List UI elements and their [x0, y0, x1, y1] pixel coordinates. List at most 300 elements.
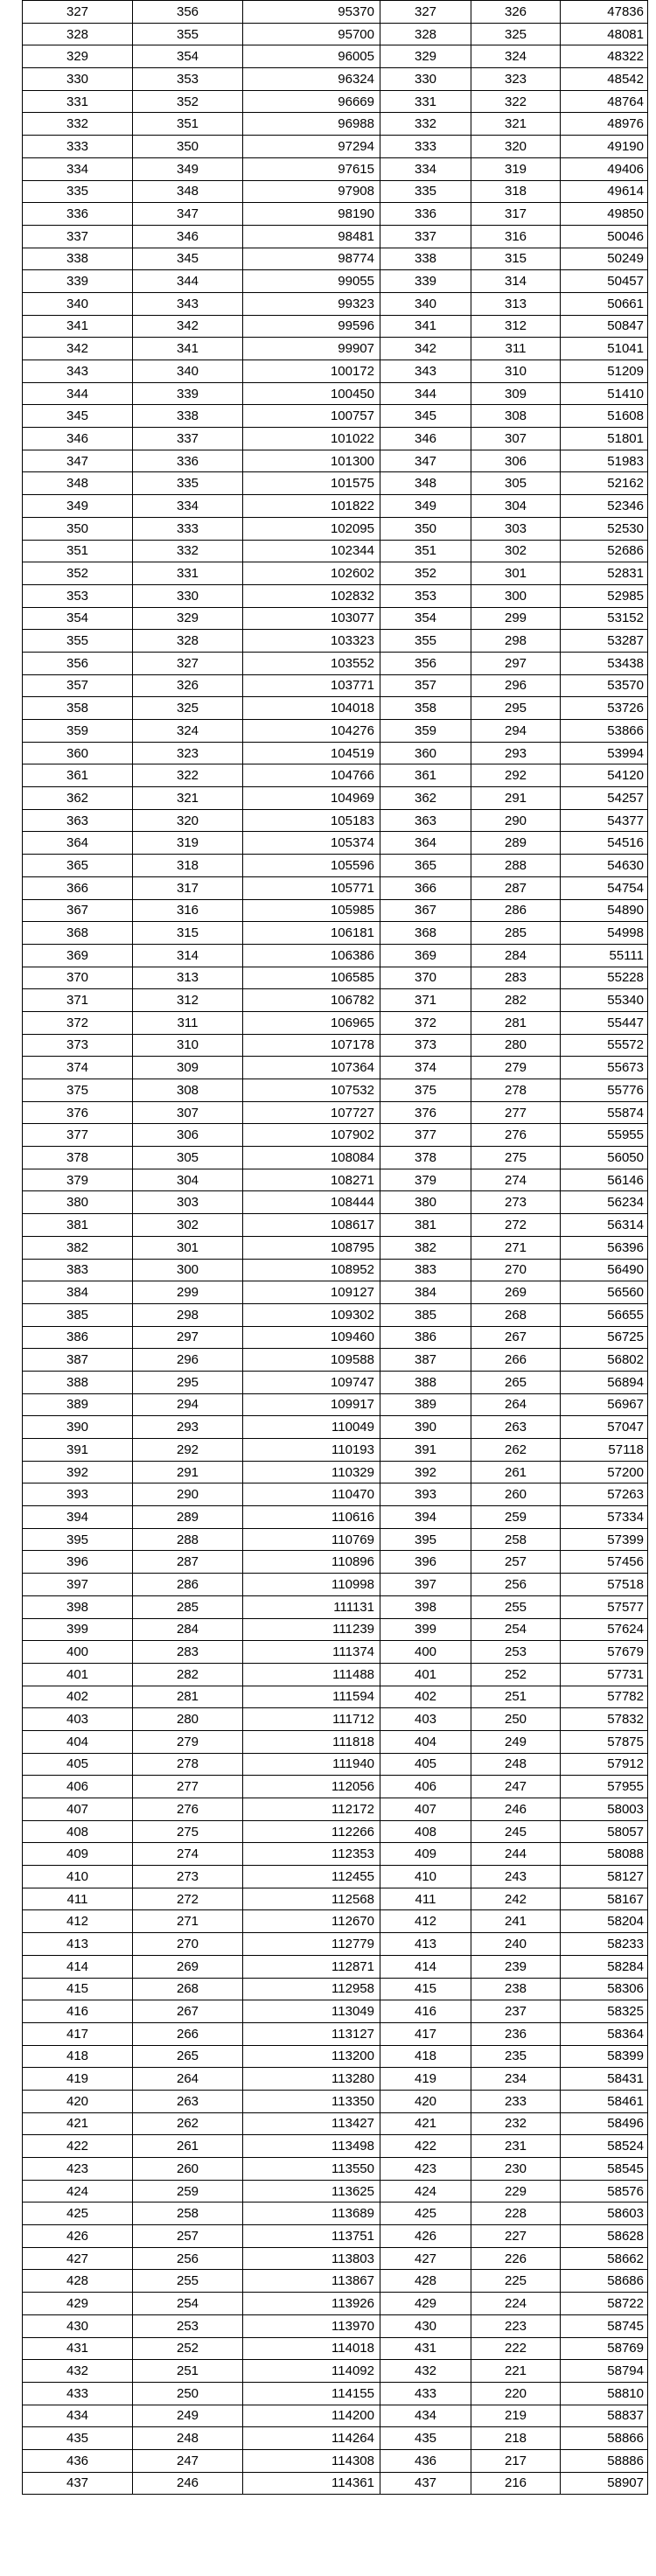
cell-col-b-score: 336: [380, 203, 471, 226]
table-row: [23, 225, 648, 248]
table-row: [23, 2112, 648, 2135]
cell-col-a-rank: 291: [133, 1461, 243, 1483]
cell-col-a-cumulative: 114155: [243, 2382, 380, 2405]
cell-col-a-score: 433: [23, 2382, 133, 2405]
cell-col-a-cumulative: 96669: [243, 90, 380, 113]
cell-col-b-rank: 255: [471, 1595, 561, 1618]
table-row: [23, 1776, 648, 1798]
cell-col-a-score: 360: [23, 742, 133, 764]
table-row: [23, 1079, 648, 1102]
cell-col-a-rank: 333: [133, 517, 243, 540]
table-row: [23, 2427, 648, 2450]
cell-col-a-score: 362: [23, 787, 133, 810]
cell-col-a-score: 435: [23, 2427, 133, 2450]
cell-col-b-rank: 293: [471, 742, 561, 764]
cell-col-b-cumulative: 54516: [561, 832, 648, 855]
cell-col-a-rank: 339: [133, 382, 243, 405]
cell-col-a-score: 417: [23, 2022, 133, 2045]
cell-col-a-cumulative: 112353: [243, 1843, 380, 1866]
cell-col-a-score: 367: [23, 899, 133, 922]
cell-col-a-cumulative: 103771: [243, 674, 380, 697]
table-row: [23, 338, 648, 360]
cell-col-b-rank: 261: [471, 1461, 561, 1483]
cell-col-b-cumulative: 58662: [561, 2247, 648, 2270]
table-row: [23, 136, 648, 158]
cell-col-a-rank: 265: [133, 2045, 243, 2068]
cell-col-a-cumulative: 113550: [243, 2158, 380, 2181]
cell-col-a-cumulative: 101822: [243, 495, 380, 518]
table-row: [23, 652, 648, 674]
cell-col-b-score: 413: [380, 1933, 471, 1956]
cell-col-a-rank: 251: [133, 2360, 243, 2383]
cell-col-b-rank: 250: [471, 1708, 561, 1731]
cell-col-a-score: 337: [23, 225, 133, 248]
cell-col-b-cumulative: 49190: [561, 136, 648, 158]
cell-col-a-rank: 270: [133, 1933, 243, 1956]
cell-col-b-cumulative: 55874: [561, 1101, 648, 1124]
cell-col-a-score: 329: [23, 45, 133, 68]
cell-col-b-cumulative: 58364: [561, 2022, 648, 2045]
cell-col-b-cumulative: 58686: [561, 2270, 648, 2293]
cell-col-b-rank: 278: [471, 1079, 561, 1102]
cell-col-b-rank: 260: [471, 1483, 561, 1506]
cell-col-b-rank: 300: [471, 584, 561, 607]
cell-col-a-cumulative: 110616: [243, 1506, 380, 1529]
cell-col-b-rank: 276: [471, 1124, 561, 1147]
table-row: [23, 1506, 648, 1529]
table-row: [23, 1303, 648, 1326]
cell-col-b-score: 430: [380, 2314, 471, 2337]
cell-col-b-cumulative: 53152: [561, 607, 648, 630]
table-row: [23, 1281, 648, 1304]
cell-col-b-score: 415: [380, 1978, 471, 2000]
cell-col-b-rank: 309: [471, 382, 561, 405]
cell-col-b-score: 374: [380, 1057, 471, 1079]
table-row: [23, 2360, 648, 2383]
table-row: [23, 1191, 648, 1214]
cell-col-a-score: 372: [23, 1011, 133, 1034]
cell-col-b-cumulative: 55673: [561, 1057, 648, 1079]
cell-col-a-score: 333: [23, 136, 133, 158]
cell-col-a-rank: 341: [133, 338, 243, 360]
cell-col-a-cumulative: 114092: [243, 2360, 380, 2383]
cell-col-a-score: 425: [23, 2203, 133, 2225]
cell-col-a-rank: 305: [133, 1147, 243, 1169]
cell-col-b-cumulative: 52530: [561, 517, 648, 540]
cell-col-a-cumulative: 108084: [243, 1147, 380, 1169]
cell-col-a-score: 414: [23, 1955, 133, 1978]
cell-col-a-cumulative: 114361: [243, 2472, 380, 2495]
cell-col-a-score: 405: [23, 1753, 133, 1776]
cell-col-b-cumulative: 49850: [561, 203, 648, 226]
table-row: [23, 1820, 648, 1843]
cell-col-a-rank: 253: [133, 2314, 243, 2337]
cell-col-b-rank: 269: [471, 1281, 561, 1304]
table-body: [23, 1, 648, 2495]
cell-col-a-rank: 337: [133, 428, 243, 450]
cell-col-a-cumulative: 98774: [243, 248, 380, 270]
cell-col-b-cumulative: 56146: [561, 1169, 648, 1191]
cell-col-b-rank: 325: [471, 23, 561, 45]
table-row: [23, 292, 648, 315]
cell-col-b-rank: 267: [471, 1326, 561, 1349]
cell-col-b-cumulative: 56314: [561, 1214, 648, 1237]
cell-col-a-score: 411: [23, 1888, 133, 1910]
cell-col-b-cumulative: 54377: [561, 809, 648, 832]
cell-col-a-cumulative: 113970: [243, 2314, 380, 2337]
cell-col-b-rank: 307: [471, 428, 561, 450]
cell-col-a-cumulative: 111374: [243, 1641, 380, 1664]
cell-col-a-rank: 260: [133, 2158, 243, 2181]
cell-col-b-cumulative: 55228: [561, 967, 648, 989]
cell-col-b-rank: 243: [471, 1866, 561, 1888]
cell-col-a-rank: 300: [133, 1259, 243, 1281]
cell-col-b-cumulative: 48976: [561, 113, 648, 136]
table-row: [23, 1595, 648, 1618]
table-row: [23, 1708, 648, 1731]
cell-col-b-score: 403: [380, 1708, 471, 1731]
cell-col-b-rank: 317: [471, 203, 561, 226]
cell-col-a-score: 353: [23, 584, 133, 607]
table-row: [23, 2293, 648, 2315]
cell-col-b-rank: 238: [471, 1978, 561, 2000]
table-row: [23, 832, 648, 855]
table-row: [23, 2158, 648, 2181]
cell-col-b-score: 397: [380, 1574, 471, 1596]
cell-col-a-cumulative: 109302: [243, 1303, 380, 1326]
cell-col-b-cumulative: 58907: [561, 2472, 648, 2495]
cell-col-b-rank: 232: [471, 2112, 561, 2135]
cell-col-a-rank: 257: [133, 2225, 243, 2248]
cell-col-b-rank: 246: [471, 1798, 561, 1821]
cell-col-b-score: 376: [380, 1101, 471, 1124]
cell-col-a-score: 421: [23, 2112, 133, 2135]
cell-col-b-score: 431: [380, 2337, 471, 2360]
cell-col-b-rank: 217: [471, 2449, 561, 2472]
cell-col-b-rank: 273: [471, 1191, 561, 1214]
cell-col-a-rank: 352: [133, 90, 243, 113]
cell-col-b-score: 392: [380, 1461, 471, 1483]
table-row: [23, 2000, 648, 2023]
cell-col-a-score: 418: [23, 2045, 133, 2068]
cell-col-a-score: 419: [23, 2068, 133, 2091]
table-row: [23, 1439, 648, 1462]
cell-col-b-cumulative: 57955: [561, 1776, 648, 1798]
cell-col-a-cumulative: 96988: [243, 113, 380, 136]
cell-col-b-rank: 229: [471, 2180, 561, 2203]
table-row: [23, 1371, 648, 1393]
cell-col-a-cumulative: 96324: [243, 68, 380, 91]
cell-col-b-cumulative: 57456: [561, 1551, 648, 1574]
cell-col-b-rank: 265: [471, 1371, 561, 1393]
cell-col-a-rank: 292: [133, 1439, 243, 1462]
cell-col-b-score: 383: [380, 1259, 471, 1281]
table-row: [23, 1034, 648, 1057]
cell-col-b-score: 331: [380, 90, 471, 113]
cell-col-b-rank: 290: [471, 809, 561, 832]
cell-col-b-score: 372: [380, 1011, 471, 1034]
cell-col-b-score: 333: [380, 136, 471, 158]
cell-col-a-rank: 344: [133, 270, 243, 293]
cell-col-a-cumulative: 114018: [243, 2337, 380, 2360]
cell-col-a-rank: 252: [133, 2337, 243, 2360]
table-row: [23, 517, 648, 540]
cell-col-b-rank: 245: [471, 1820, 561, 1843]
cell-col-a-score: 384: [23, 1281, 133, 1304]
cell-col-b-cumulative: 53570: [561, 674, 648, 697]
cell-col-b-cumulative: 58204: [561, 1910, 648, 1933]
cell-col-b-cumulative: 56396: [561, 1236, 648, 1259]
cell-col-a-cumulative: 110769: [243, 1528, 380, 1551]
cell-col-a-rank: 271: [133, 1910, 243, 1933]
table-row: [23, 742, 648, 764]
cell-col-b-rank: 281: [471, 1011, 561, 1034]
table-row: [23, 697, 648, 720]
table-row: [23, 1214, 648, 1237]
cell-col-a-score: 373: [23, 1034, 133, 1057]
table-row: [23, 2405, 648, 2427]
cell-col-a-rank: 266: [133, 2022, 243, 2045]
cell-col-b-rank: 288: [471, 855, 561, 877]
table-row: [23, 2314, 648, 2337]
cell-col-b-rank: 275: [471, 1147, 561, 1169]
cell-col-b-cumulative: 57875: [561, 1730, 648, 1753]
table-row: [23, 674, 648, 697]
cell-col-b-rank: 297: [471, 652, 561, 674]
cell-col-a-cumulative: 104969: [243, 787, 380, 810]
cell-col-a-rank: 321: [133, 787, 243, 810]
cell-col-b-rank: 298: [471, 630, 561, 653]
cell-col-b-cumulative: 57912: [561, 1753, 648, 1776]
cell-col-a-cumulative: 113803: [243, 2247, 380, 2270]
cell-col-b-cumulative: 50847: [561, 315, 648, 338]
cell-col-b-rank: 228: [471, 2203, 561, 2225]
cell-col-a-rank: 346: [133, 225, 243, 248]
cell-col-a-score: 348: [23, 472, 133, 495]
table-row: [23, 45, 648, 68]
cell-col-a-rank: 328: [133, 630, 243, 653]
table-row: [23, 1326, 648, 1349]
cell-col-a-score: 428: [23, 2270, 133, 2293]
table-row: [23, 989, 648, 1012]
cell-col-a-cumulative: 114200: [243, 2405, 380, 2427]
cell-col-b-score: 407: [380, 1798, 471, 1821]
cell-col-a-cumulative: 100172: [243, 360, 380, 383]
cell-col-b-score: 378: [380, 1147, 471, 1169]
cell-col-b-rank: 262: [471, 1439, 561, 1462]
table-row: [23, 1124, 648, 1147]
table-row: [23, 1101, 648, 1124]
cell-col-a-score: 352: [23, 562, 133, 585]
cell-col-a-score: 375: [23, 1079, 133, 1102]
cell-col-a-rank: 294: [133, 1393, 243, 1416]
cell-col-a-rank: 256: [133, 2247, 243, 2270]
cell-col-a-cumulative: 107902: [243, 1124, 380, 1147]
cell-col-a-cumulative: 112172: [243, 1798, 380, 1821]
cell-col-b-rank: 259: [471, 1506, 561, 1529]
cell-col-a-rank: 287: [133, 1551, 243, 1574]
cell-col-a-score: 402: [23, 1686, 133, 1708]
cell-col-b-rank: 218: [471, 2427, 561, 2450]
cell-col-b-cumulative: 56490: [561, 1259, 648, 1281]
cell-col-a-score: 426: [23, 2225, 133, 2248]
cell-col-b-cumulative: 58545: [561, 2158, 648, 2181]
cell-col-a-cumulative: 111940: [243, 1753, 380, 1776]
cell-col-b-score: 360: [380, 742, 471, 764]
cell-col-b-score: 390: [380, 1416, 471, 1439]
cell-col-a-cumulative: 112568: [243, 1888, 380, 1910]
cell-col-a-cumulative: 108271: [243, 1169, 380, 1191]
cell-col-a-cumulative: 105985: [243, 899, 380, 922]
cell-col-a-score: 397: [23, 1574, 133, 1596]
cell-col-b-cumulative: 52162: [561, 472, 648, 495]
cell-col-b-rank: 235: [471, 2045, 561, 2068]
cell-col-a-cumulative: 104519: [243, 742, 380, 764]
cell-col-a-cumulative: 111131: [243, 1595, 380, 1618]
cell-col-a-cumulative: 113200: [243, 2045, 380, 2068]
cell-col-b-cumulative: 57624: [561, 1618, 648, 1641]
cell-col-b-rank: 271: [471, 1236, 561, 1259]
table-row: [23, 23, 648, 45]
cell-col-a-cumulative: 106585: [243, 967, 380, 989]
cell-col-a-score: 408: [23, 1820, 133, 1843]
cell-col-b-rank: 292: [471, 764, 561, 787]
cell-col-a-cumulative: 97615: [243, 157, 380, 180]
cell-col-b-rank: 314: [471, 270, 561, 293]
cell-col-b-rank: 226: [471, 2247, 561, 2270]
cell-col-b-rank: 323: [471, 68, 561, 91]
cell-col-a-score: 409: [23, 1843, 133, 1866]
cell-col-a-cumulative: 95370: [243, 1, 380, 24]
cell-col-a-score: 335: [23, 180, 133, 203]
table-row: [23, 2337, 648, 2360]
cell-col-b-score: 335: [380, 180, 471, 203]
cell-col-a-score: 359: [23, 720, 133, 743]
cell-col-b-cumulative: 58769: [561, 2337, 648, 2360]
cell-col-a-score: 413: [23, 1933, 133, 1956]
cell-col-b-rank: 308: [471, 405, 561, 428]
cell-col-b-rank: 318: [471, 180, 561, 203]
cell-col-b-rank: 231: [471, 2135, 561, 2158]
cell-col-a-rank: 326: [133, 674, 243, 697]
cell-col-b-cumulative: 57679: [561, 1641, 648, 1664]
cell-col-b-score: 347: [380, 450, 471, 472]
cell-col-b-score: 357: [380, 674, 471, 697]
cell-col-a-rank: 301: [133, 1236, 243, 1259]
table-row: [23, 1866, 648, 1888]
cell-col-b-score: 388: [380, 1371, 471, 1393]
cell-col-b-score: 338: [380, 248, 471, 270]
cell-col-b-score: 379: [380, 1169, 471, 1191]
cell-col-a-rank: 306: [133, 1124, 243, 1147]
cell-col-b-rank: 225: [471, 2270, 561, 2293]
cell-col-b-score: 436: [380, 2449, 471, 2472]
table-row: [23, 495, 648, 518]
cell-col-a-rank: 276: [133, 1798, 243, 1821]
table-row: [23, 1641, 648, 1664]
cell-col-b-rank: 268: [471, 1303, 561, 1326]
table-row: [23, 2090, 648, 2112]
table-row: [23, 1933, 648, 1956]
cell-col-b-cumulative: 53287: [561, 630, 648, 653]
table-row: [23, 630, 648, 653]
cell-col-a-score: 365: [23, 855, 133, 877]
cell-col-b-rank: 277: [471, 1101, 561, 1124]
cell-col-b-cumulative: 48081: [561, 23, 648, 45]
cell-col-b-rank: 251: [471, 1686, 561, 1708]
cell-col-b-cumulative: 56234: [561, 1191, 648, 1214]
cell-col-b-rank: 263: [471, 1416, 561, 1439]
cell-col-b-cumulative: 58325: [561, 2000, 648, 2023]
cell-col-a-rank: 327: [133, 652, 243, 674]
cell-col-b-score: 405: [380, 1753, 471, 1776]
cell-col-a-cumulative: 108444: [243, 1191, 380, 1214]
cell-col-a-score: 385: [23, 1303, 133, 1326]
cell-col-a-rank: 330: [133, 584, 243, 607]
cell-col-b-rank: 266: [471, 1349, 561, 1372]
cell-col-b-cumulative: 58431: [561, 2068, 648, 2091]
cell-col-b-cumulative: 54998: [561, 922, 648, 945]
cell-col-b-score: 382: [380, 1236, 471, 1259]
cell-col-a-rank: 355: [133, 23, 243, 45]
cell-col-a-cumulative: 113280: [243, 2068, 380, 2091]
cell-col-b-rank: 221: [471, 2360, 561, 2383]
cell-col-b-cumulative: 54754: [561, 876, 648, 899]
cell-col-b-score: 345: [380, 405, 471, 428]
cell-col-b-score: 401: [380, 1663, 471, 1686]
cell-col-b-rank: 304: [471, 495, 561, 518]
cell-col-b-cumulative: 57832: [561, 1708, 648, 1731]
cell-col-a-score: 376: [23, 1101, 133, 1124]
cell-col-b-score: 404: [380, 1730, 471, 1753]
cell-col-b-cumulative: 58057: [561, 1820, 648, 1843]
cell-col-b-score: 421: [380, 2112, 471, 2135]
cell-col-b-score: 363: [380, 809, 471, 832]
cell-col-b-score: 368: [380, 922, 471, 945]
cell-col-a-score: 361: [23, 764, 133, 787]
cell-col-b-rank: 279: [471, 1057, 561, 1079]
cell-col-a-rank: 269: [133, 1955, 243, 1978]
cell-col-a-rank: 293: [133, 1416, 243, 1439]
cell-col-a-score: 340: [23, 292, 133, 315]
table-row: [23, 1753, 648, 1776]
cell-col-a-rank: 298: [133, 1303, 243, 1326]
cell-col-a-cumulative: 112455: [243, 1866, 380, 1888]
cell-col-b-rank: 299: [471, 607, 561, 630]
cell-col-a-score: 378: [23, 1147, 133, 1169]
cell-col-b-score: 416: [380, 2000, 471, 2023]
cell-col-a-score: 392: [23, 1461, 133, 1483]
cell-col-a-score: 327: [23, 1, 133, 24]
cell-col-b-score: 406: [380, 1776, 471, 1798]
cell-col-a-score: 342: [23, 338, 133, 360]
cell-col-b-score: 359: [380, 720, 471, 743]
cell-col-a-score: 431: [23, 2337, 133, 2360]
cell-col-a-score: 346: [23, 428, 133, 450]
table-row: [23, 809, 648, 832]
cell-col-a-cumulative: 100757: [243, 405, 380, 428]
cell-col-b-score: 419: [380, 2068, 471, 2091]
cell-col-b-rank: 240: [471, 1933, 561, 1956]
cell-col-a-rank: 267: [133, 2000, 243, 2023]
cell-col-b-score: 396: [380, 1551, 471, 1574]
cell-col-a-rank: 331: [133, 562, 243, 585]
cell-col-a-cumulative: 105771: [243, 876, 380, 899]
cell-col-b-cumulative: 57118: [561, 1439, 648, 1462]
cell-col-b-score: 423: [380, 2158, 471, 2181]
cell-col-a-score: 393: [23, 1483, 133, 1506]
cell-col-b-score: 391: [380, 1439, 471, 1462]
